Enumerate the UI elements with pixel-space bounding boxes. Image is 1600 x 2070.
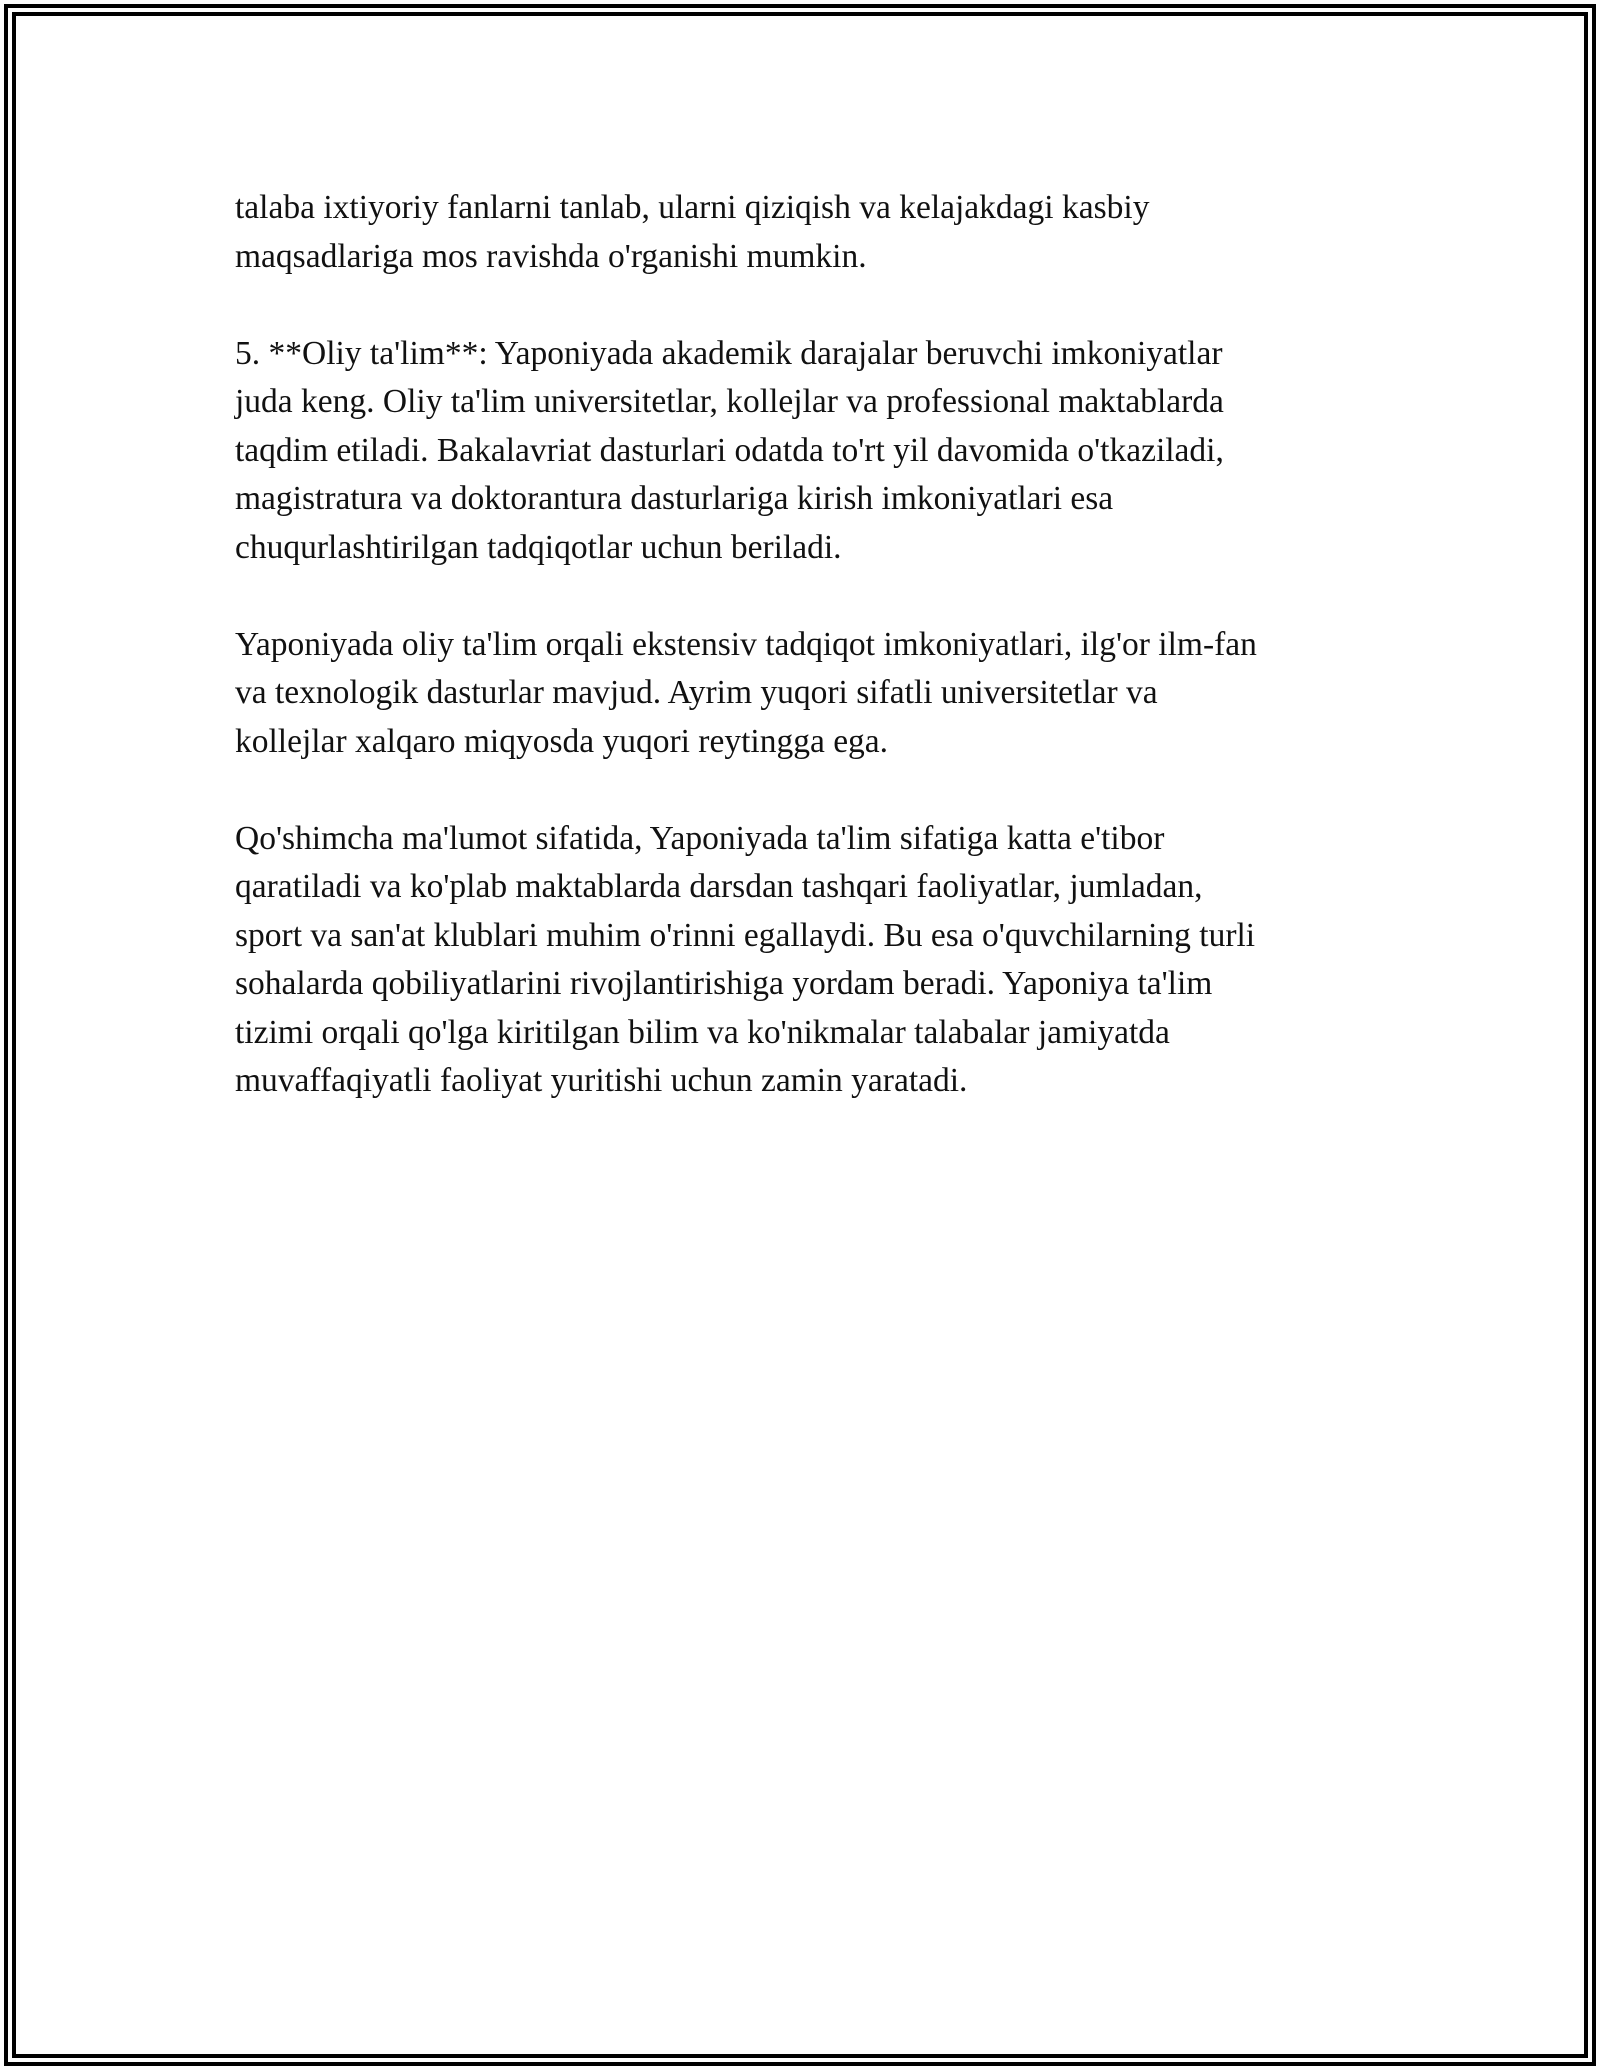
text-line: kollejlar xalqaro miqyosda yuqori reytingga ega.	[235, 722, 889, 760]
text-line: qaratiladi va ko'plab maktablarda darsdan tashqari faoliyatlar, jumladan,	[235, 868, 1203, 905]
paragraph-4	[235, 815, 1375, 1106]
text-line: magistratura va doktorantura dasturlariga kirish imkoniyatlari esa	[235, 480, 1114, 517]
paragraph-2	[235, 330, 1375, 573]
document-body	[235, 184, 1375, 1106]
text-line: juda keng. Oliy ta'lim universitetlar, kollejlar va professional maktablarda	[235, 383, 1224, 420]
text-line: tizimi orqali qo'lga kiritilgan bilim va ko'nikmalar talabalar jamiyatda	[235, 1013, 1170, 1051]
text-line: talaba ixtiyoriy fanlarni tanlab, ularni qiziqish va kelajakdagi kasbiy	[235, 189, 1150, 226]
text-line: sport va san'at klublari muhim o'rinni egallaydi. Bu esa o'quvchilarning turli	[235, 916, 1256, 954]
paragraph-3	[235, 621, 1375, 767]
text-line: sohalarda qobiliyatlarini rivojlantirishiga yordam beradi. Yaponiya ta'lim	[235, 965, 1213, 1002]
text-line: taqdim etiladi. Bakalavriat dasturlari odatda to'rt yil davomida o'tkaziladi,	[235, 431, 1224, 469]
text-line: Qo'shimcha ma'lumot sifatida, Yaponiyada ta'lim sifatiga katta e'tibor	[235, 819, 1165, 857]
paragraph-1	[235, 184, 1375, 281]
text-line: Yaponiyada oliy ta'lim orqali ekstensiv tadqiqot imkoniyatlari, ilg'or ilm-fan	[235, 625, 1257, 663]
text-line: va texnologik dasturlar mavjud. Ayrim yuqori sifatli universitetlar va	[235, 674, 1158, 711]
text-line: 5. **Oliy ta'lim**: Yaponiyada akademik darajalar beruvchi imkoniyatlar	[235, 334, 1223, 372]
text-line: chuqurlashtirilgan tadqiqotlar uchun beriladi.	[235, 528, 842, 566]
text-line: muvaffaqiyatli faoliyat yuritishi uchun zamin yaratadi.	[235, 1062, 968, 1099]
text-line: maqsadlariga mos ravishda o'rganishi mumkin.	[235, 237, 867, 275]
